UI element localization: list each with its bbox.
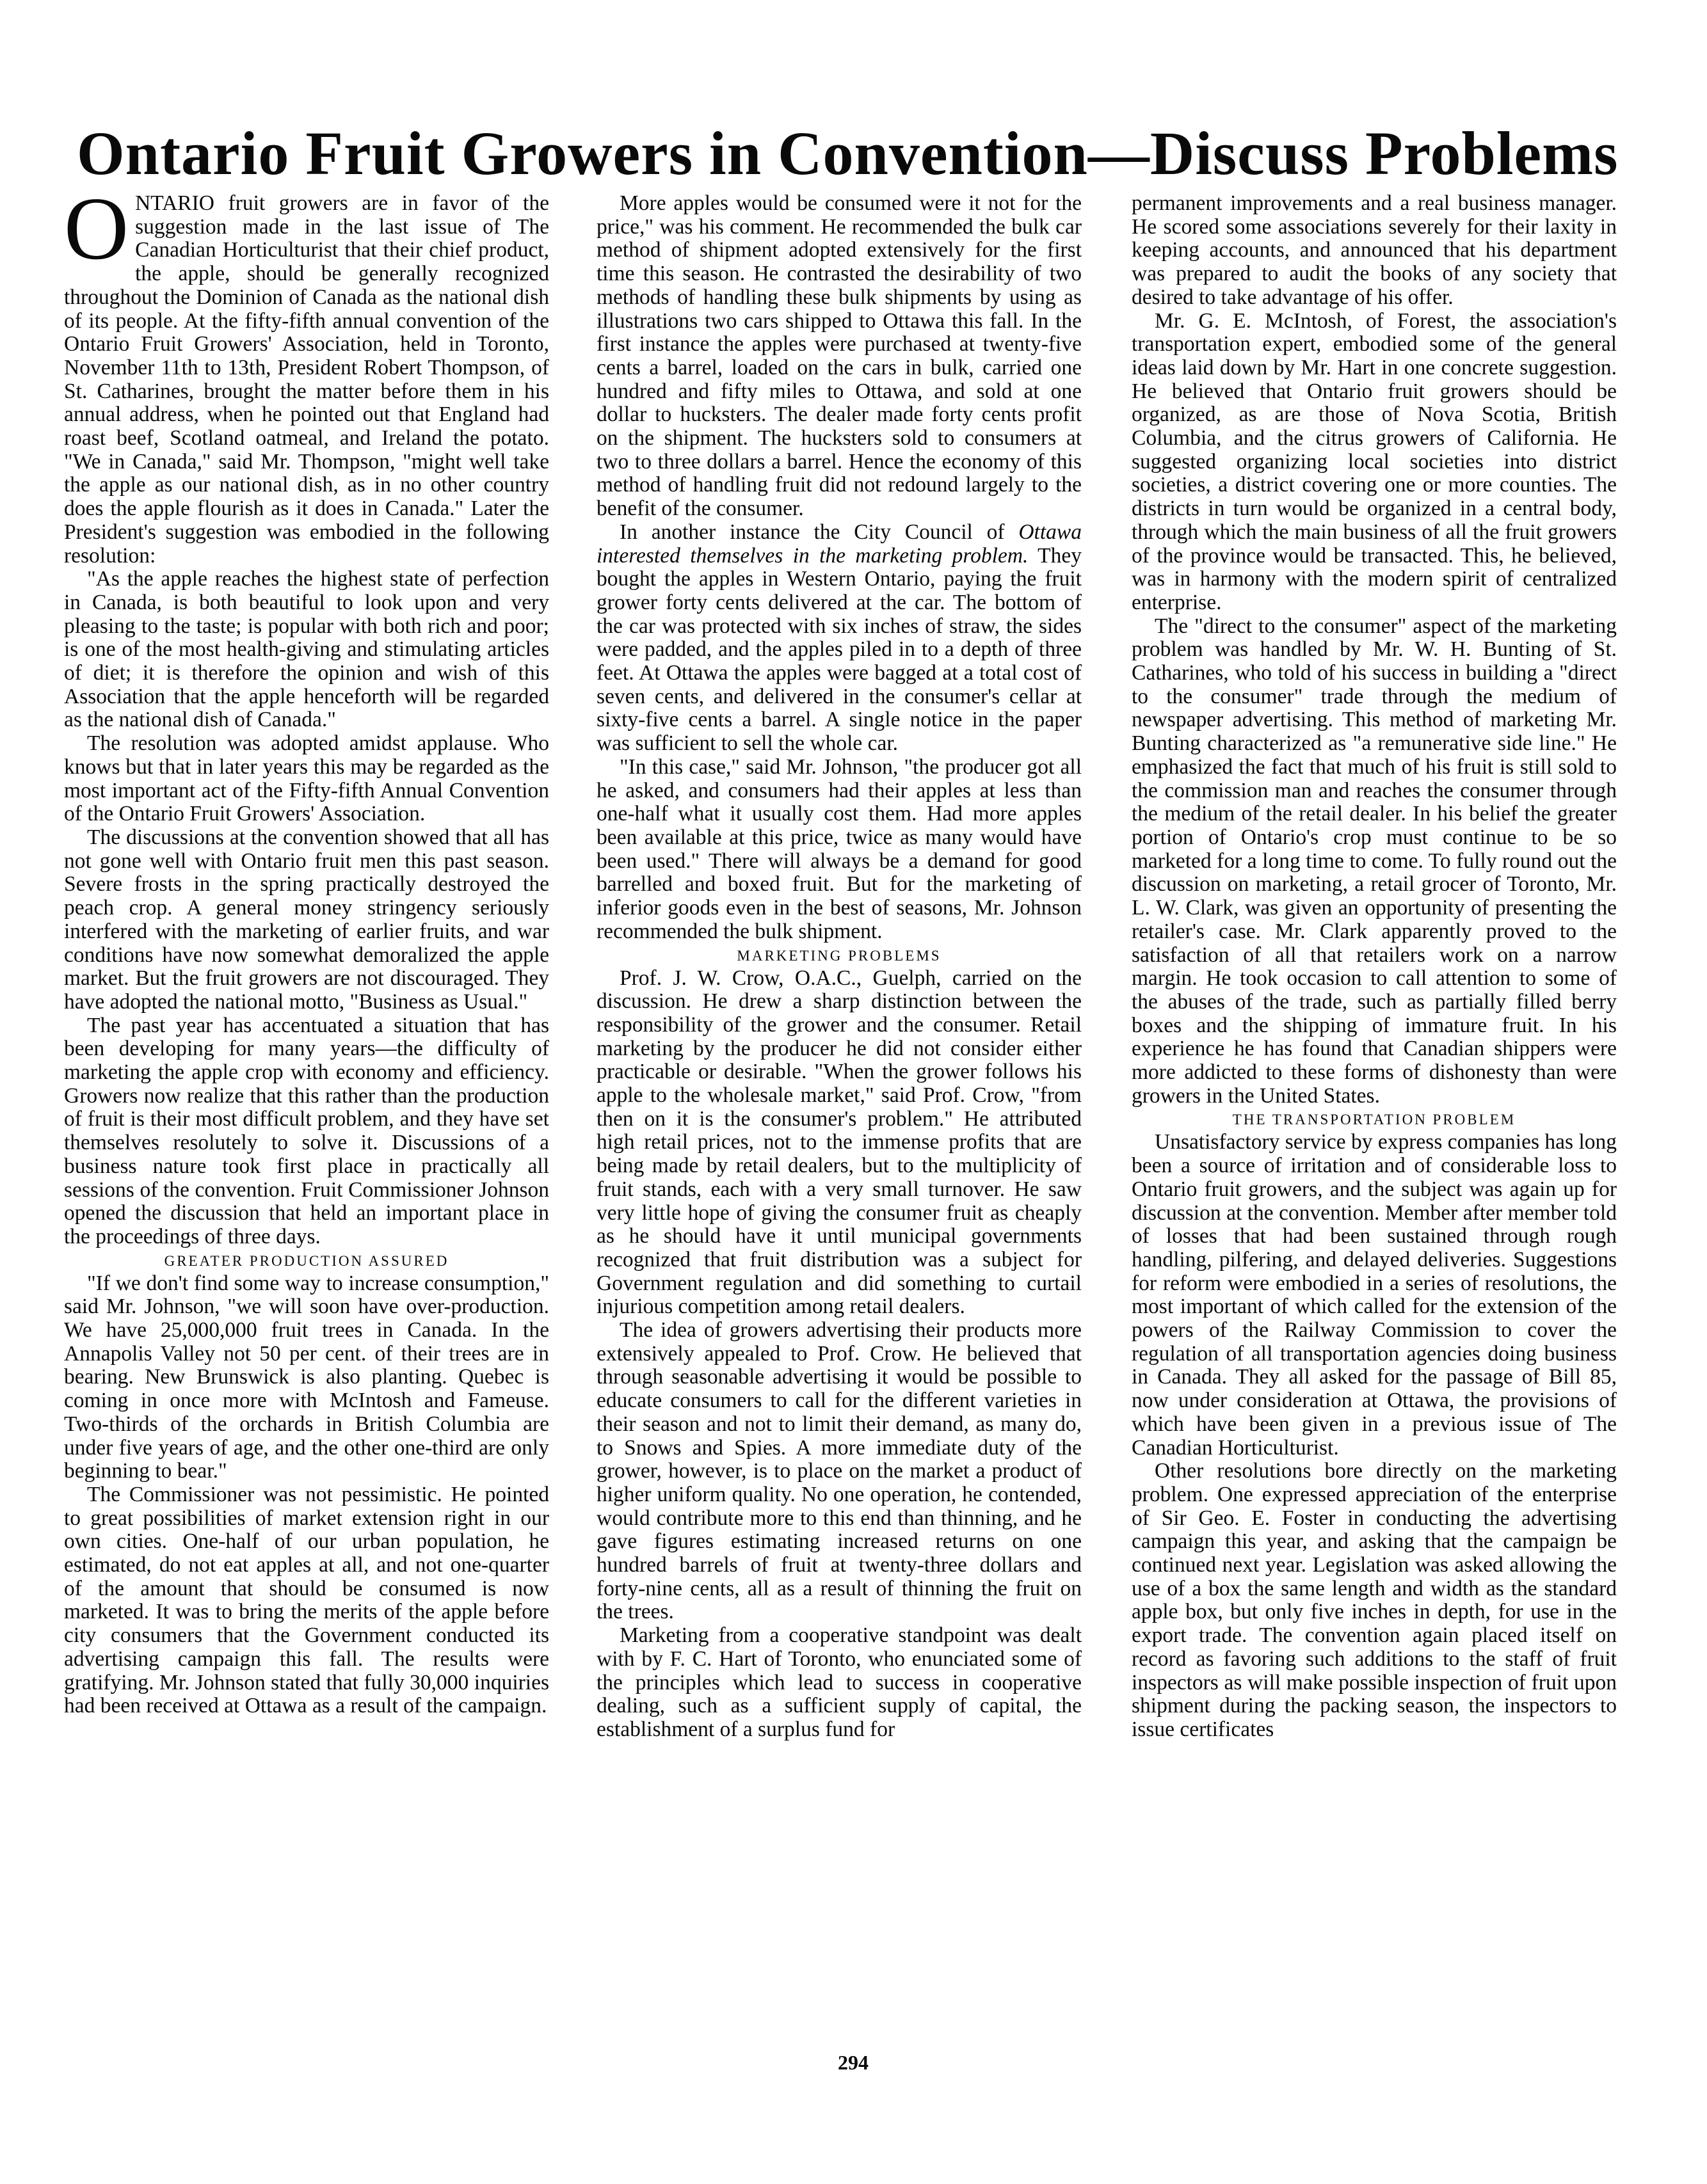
article-column-2: [597, 192, 1082, 2035]
paragraph: More apples would be consumed were it not for the price," was his comment. He recommended the bulk car method of shipment adopted extensively for the first time this season. He contrasted the desirability of two methods of handling these bulk shipments by using as illustrations two cars shipped to Ottawa this fall. In the first instance the apples were purchased at twenty-five cents a barrel, loaded on the cars in bulk, carried one hundred and fifty miles to Ottawa, and sold at one dollar to hucksters. The dealer made forty cents profit on the shipment. The hucksters sold to consumers at two to three dollars a barrel. Hence the economy of this method of handling fruit did not redound largely to the benefit of the consumer.: [597, 192, 1082, 521]
paragraph: Unsatisfactory service by express companies has long been a source of irritation and of considerable loss to Ontario fruit growers, and the subject was again up for discussion at the convention. Member after member told of losses that had been sustained through rough handling, pilfering, and delayed deliveries. Suggestions for reform were embodied in a series of resolutions, the most important of which called for the extension of the powers of the Railway Commission to cover the regulation of all transportation agencies doing business in Canada. They all asked for the passage of Bill 85, now under consideration at Ottawa, the provisions of which have been given in a previous issue of The Canadian Horticulturist.: [1132, 1130, 1617, 1460]
article-column-3: [1132, 192, 1617, 2035]
page-number: 294: [838, 2051, 869, 2074]
paragraph: The past year has accentuated a situation that has been developing for many years—the difficulty of marketing the apple crop with economy and efficiency. Growers now realize that this rather than the production of fruit is their most difficult problem, and they have set themselves resolutely to solve it. Discussions of a business nature took first place in practically all sessions of the convention. Fruit Commissioner Johnson opened the discussion that held an important place in the proceedings of three days.: [64, 1013, 549, 1248]
paragraph: permanent improvements and a real business manager. He scored some associations severely for their laxity in keeping accounts, and announced that his department was prepared to audit the books of any society that desired to take advantage of his offer.: [1132, 192, 1617, 309]
article-headline: Ontario Fruit Growers in Convention—Discuss Problems: [77, 119, 1619, 187]
paragraph: The discussions at the convention showed that all has not gone well with Ontario fruit men this past season. Severe frosts in the spring practically destroyed the peach crop. A general money stringency seriously interfered with the marketing of earlier fruits, and war conditions have now somewhat demoralized the apple market. But the fruit growers are not discouraged. They have adopted the national motto, "Business as Usual.": [64, 825, 549, 1014]
article-column-1: [64, 192, 549, 2035]
paragraph: [597, 521, 1082, 756]
paragraph-text: In another instance the City Council of: [620, 520, 1019, 544]
paragraph: Marketing from a cooperative standpoint was dealt with by F. C. Hart of Toronto, who enunciated some of the principles which lead to success in cooperative dealing, such as a sufficient supply of capital, the establishment of a surplus fund for: [597, 1623, 1082, 1741]
paragraph: The "direct to the consumer" aspect of the marketing problem was handled by Mr. W. H. Bunting of St. Catharines, who told of his success in building a "direct to the consumer" trade through the medium of newspaper advertising. This method of marketing Mr. Bunting characterized as "a remunerative side line." He emphasized the fact that much of his fruit is still sold to the commission man and reaches the consumer through the medium of the retail dealer. In his belief the greater portion of Ontario's crop must continue to be so marketed for a long time to come. To fully round out the discussion on marketing, a retail grocer of Toronto, Mr. L. W. Clark, was given an opportunity of presenting the retailer's case. Mr. Clark apparently proved to the satisfaction of all that retailers work on a narrow margin. He took occasion to call attention to some of the abuses of the trade, such as partially filled berry boxes and the shipping of immature fruit. In his experience he has found that Canadian shippers were more addicted to these forms of dishonesty than were growers in the United States.: [1132, 614, 1617, 1108]
paragraph-text: They bought the apples in Western Ontario, paying the fruit grower forty cents delivered at the car. The bottom of the car was protected with six inches of straw, the sides were padded, and the apples piled in to a depth of three feet. At Ottawa the apples were bagged at a total cost of seven cents, and delivered in the consumer's cellar at sixty-five cents a barrel. A single notice in the paper was sufficient to sell the whole car.: [597, 543, 1082, 756]
section-subhead: MARKETING PROBLEMS: [737, 947, 942, 964]
paragraph: Prof. J. W. Crow, O.A.C., Guelph, carried on the discussion. He drew a sharp distinction between the responsibility of the grower and the consumer. Retail marketing by the producer he did not consider either practicable or desirable. "When the grower follows his apple to the wholesale market," said Prof. Crow, "from then on it is the consumer's problem." He attributed high retail prices, not to the immense profits that are being made by retail dealers, but to the multiplicity of fruit stands, each with a very small turnover. He saw very little hope of giving the consumer fruit as cheaply as he should have it until municipal governments recognized that fruit distribution was a subject for Government regulation and did something to curtail injurious competition among retail dealers.: [597, 966, 1082, 1319]
paragraph: Other resolutions bore directly on the marketing problem. One expressed appreciation of the enterprise of Sir Geo. E. Foster in conducting the advertising campaign this year, and asking that the campaign be continued next year. Legislation was asked allowing the use of a box the same length and width as the standard apple box, but only five inches in depth, for use in the export trade. The convention again placed itself on record as favoring such additions to the staff of fruit inspectors as will make possible inspection of fruit upon shipment during the packing season, the inspectors to issue certificates: [1132, 1459, 1617, 1741]
section-subhead: GREATER PRODUCTION ASSURED: [164, 1252, 449, 1269]
paragraph: "In this case," said Mr. Johnson, "the producer got all he asked, and consumers had their apples at less than one-half what it usually cost them. Had more apples been available at this price, twice as many would have been used." There will always be a demand for good barrelled and boxed fruit. But for the marketing of inferior goods even in the best of seasons, Mr. Johnson recommended the bulk shipment.: [597, 754, 1082, 943]
paragraph: The Commissioner was not pessimistic. He pointed to great possibilities of market extension right in our own cities. One-half of our urban population, he estimated, do not eat apples at all, and not one-quarter of the amount that should be consumed is now marketed. It was to bring the merits of the apple before city consumers that the Government conducted its advertising campaign this fall. The results were gratifying. Mr. Johnson stated that fully 30,000 inquiries had been received at Ottawa as a result of the campaign.: [64, 1482, 549, 1718]
section-subhead: THE TRANSPORTATION PROBLEM: [1232, 1112, 1516, 1128]
paragraph-emphasis: Ottawa interested themselves in the marketing problem.: [597, 520, 1082, 568]
paragraph: Mr. G. E. McIntosh, of Forest, the association's transportation expert, embodied some of the general ideas laid down by Mr. Hart in one concrete suggestion. He believed that Ontario fruit growers should be organized, as are those of Nova Scotia, British Columbia, and the citrus growers of California. He suggested organizing local societies into district societies, a district covering one or more counties. The districts in turn would be organized in a central body, through which the main business of all the fruit growers of the province would be transacted. This, he believed, was in harmony with the modern spirit of centralized enterprise.: [1132, 308, 1617, 614]
paragraph: "If we don't find some way to increase consumption," said Mr. Johnson, "we will soon have over-production. We have 25,000,000 fruit trees in Canada. In the Annapolis Valley not 50 per cent. of their trees are in bearing. New Brunswick is also planting. Quebec is coming in once more with McIntosh and Fameuse. Two-thirds of the orchards in British Columbia are under five years of age, and the other one-third are only beginning to bear.": [64, 1271, 549, 1483]
paragraph: "As the apple reaches the highest state of perfection in Canada, is both beautiful to look upon and very pleasing to the taste; is popular with both rich and poor; is one of the most health-giving and stimulating articles of diet; it is therefore the opinion and wish of this Association that the apple henceforth will be regarded as the national dish of Canada.": [64, 567, 549, 732]
paragraph-text: NTARIO fruit growers are in favor of the suggestion made in the last issue of The Canadian Horticulturist that their chief product, the apple, should be generally recognized throughout the Dominion of Canada as the national dish of its people. At the fifty-fifth annual convention of the Ontario Fruit Growers' Association, held in Toronto, November 11th to 13th, President Robert Thompson, of St. Catharines, brought the matter before them in his annual address, when he pointed out that England had roast beef, Scotland oatmeal, and Ireland the potato. "We in Canada," said Mr. Thompson, "might well take the apple as our national dish, as in no other country does the apple flourish as it does in Canada." Later the President's suggestion was embodied in the following resolution:: [64, 192, 549, 568]
paragraph: The resolution was adopted amidst applause. Who knows but that in later years this may be regarded as the most important act of the Fifty-fifth Annual Convention of the Ontario Fruit Growers' Association.: [64, 731, 549, 826]
drop-cap: O: [64, 192, 129, 278]
paragraph: [64, 192, 549, 568]
paragraph: The idea of growers advertising their products more extensively appealed to Prof. Crow. He believed that through seasonable advertising it would be possible to educate consumers to call for the different varieties in their season and not to limit their demand, as many do, to Snows and Spies. A more immediate duty of the grower, however, is to place on the market a product of higher uniform quality. No one operation, he contended, would contribute more to this end than thinning, and he gave figures estimating increased returns on one hundred barrels of fruit at twenty-three dollars and forty-nine cents, all as a result of thinning the fruit on the trees.: [597, 1318, 1082, 1624]
